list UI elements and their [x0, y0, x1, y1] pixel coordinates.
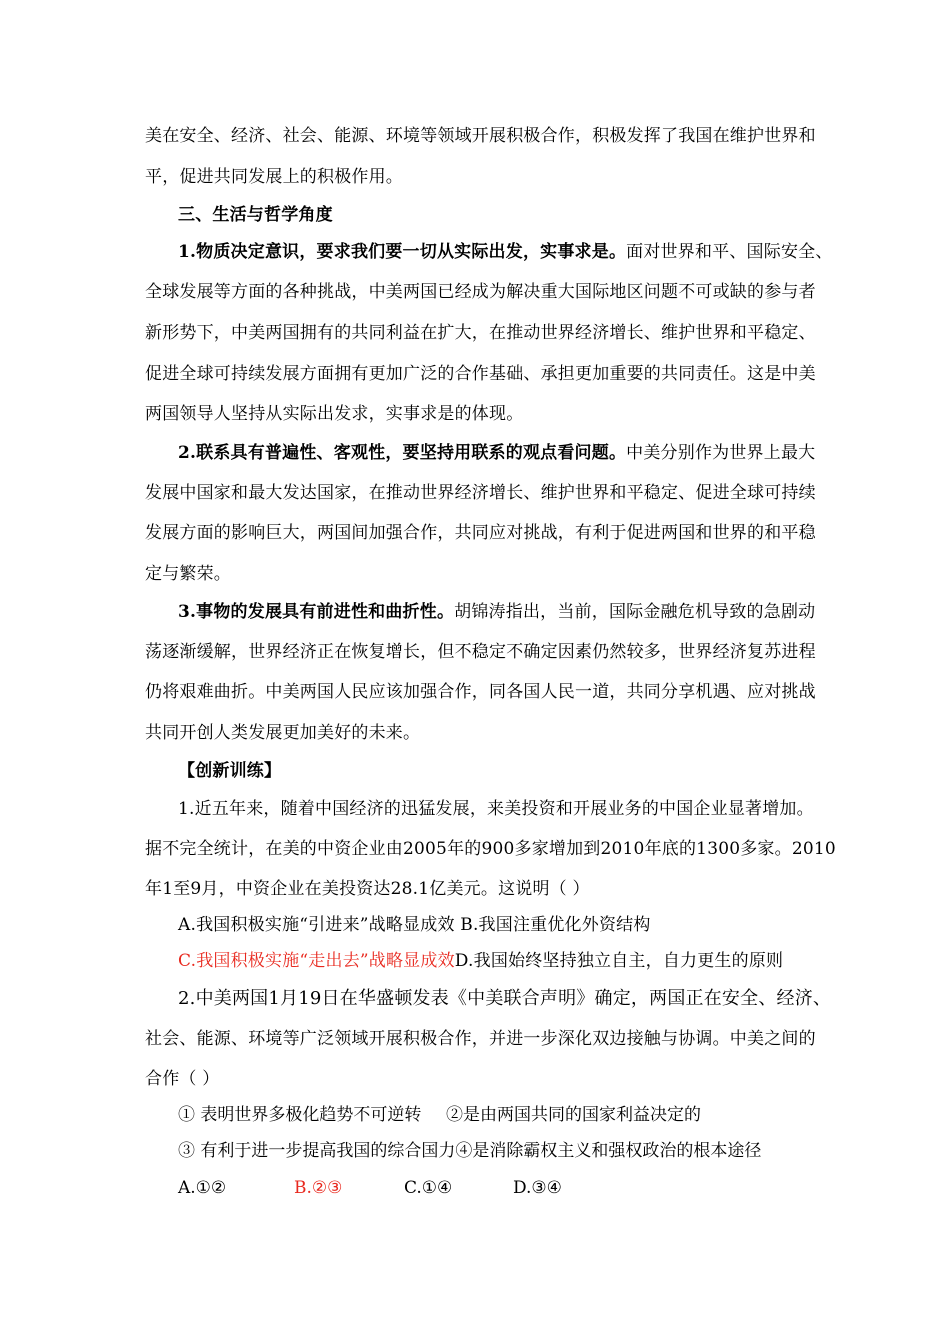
point-2-first-line: [178, 441, 815, 465]
point-3-line-4: 共同开创人类发展更加美好的未来。: [145, 723, 421, 743]
point-2-text: 中美分别作为世界上最大: [626, 443, 816, 463]
question-1-line-3: 年1至9月，中资企业在美投资达28.1亿美元。这说明（ ）: [145, 879, 590, 899]
point-3-text: 胡锦涛指出，当前，国际金融危机导致的急剧动: [454, 602, 816, 622]
point-1-line-3: 新形势下，中美两国拥有的共同利益在扩大，在推动世界经济增长、维护世界和平稳定、: [145, 323, 816, 343]
question-2-statement-2: ②是由两国共同的国家利益决定的: [446, 1105, 701, 1125]
point-1-line-5: 两国领导人坚持从实际出发求，实事求是的体现。: [145, 404, 524, 424]
question-1-line-2: 据不完全统计，在美的中资企业由2005年的900多家增加到2010年底的1300多家。2010: [145, 839, 836, 859]
point-1-line-4: 促进全球可持续发展方面拥有更加广泛的合作基础、承担更加重要的共同责任。这是中美: [145, 364, 816, 384]
question-1-options-ab: A.我国积极实施“引进来”战略显成效 B.我国注重优化外资结构: [178, 915, 651, 935]
question-1-answer-c: C.我国积极实施“走出去”战略显成效: [178, 951, 455, 971]
question-1-line-1: 1.近五年来，随着中国经济的迅猛发展，来美投资和开展业务的中国企业显著增加。: [178, 799, 814, 819]
question-2-line-2: 社会、能源、环境等广泛领域开展积极合作，并进一步深化双边接触与协调。中美之间的: [145, 1029, 816, 1049]
intro-line-2: 平，促进共同发展上的积极作用。: [145, 167, 403, 187]
question-2-statement-1: ① 表明世界多极化趋势不可逆转: [178, 1105, 422, 1125]
point-2-line-4: 定与繁荣。: [145, 564, 231, 584]
point-2-line-2: 发展中国家和最大发达国家，在推动世界经济增长、维护世界和平稳定、促进全球可持续: [145, 483, 816, 503]
point-2-line-3: 发展方面的影响巨大，两国间加强合作，共同应对挑战，有利于促进两国和世界的和平稳: [145, 523, 816, 543]
point-1-text: 面对世界和平、国际安全、: [626, 242, 833, 262]
point-3-title: 3.事物的发展具有前进性和曲折性。: [178, 602, 455, 622]
question-1-option-d: D.我国始终坚持独立自主，自力更生的原则: [454, 951, 784, 971]
point-3-line-2: 荡逐渐缓解，世界经济正在恢复增长，但不稳定不确定因素仍然较多，世界经济复苏进程: [145, 642, 816, 662]
question-2-line-3: 合作（ ）: [145, 1069, 220, 1089]
question-2-statements-3-4: ③ 有利于进一步提高我国的综合国力④是消除霸权主义和强权政治的根本途径: [178, 1141, 762, 1161]
question-2-line-1: 2.中美两国1月19日在华盛顿发表《中美联合声明》确定，两国正在安全、经济、: [178, 988, 832, 1009]
question-2-option-d: D.③④: [513, 1178, 562, 1198]
question-2-answer-b: B.②③: [294, 1178, 343, 1198]
point-1-line-2: 全球发展等方面的各种挑战，中美两国已经成为解决重大国际地区问题不可或缺的参与者: [145, 282, 816, 302]
point-1-first-line: [178, 240, 833, 264]
training-heading: 【创新训练】: [178, 761, 282, 781]
section-heading: 三、生活与哲学角度: [178, 205, 333, 225]
point-3-first-line: [178, 600, 815, 624]
point-3-line-3: 仍将艰难曲折。中美两国人民应该加强合作，同各国人民一道，共同分享机遇、应对挑战: [145, 682, 816, 702]
point-1-title: 1.物质决定意识，要求我们要一切从实际出发，实事求是。: [178, 242, 627, 262]
intro-line-1: 美在安全、经济、社会、能源、环境等领域开展积极合作，积极发挥了我国在维护世界和: [145, 126, 816, 146]
question-2-option-c: C.①④: [404, 1178, 453, 1198]
point-2-title: 2.联系具有普遍性、客观性，要坚持用联系的观点看问题。: [178, 443, 627, 463]
question-1-options-cd: [178, 949, 783, 973]
question-2-option-a: A.①②: [178, 1178, 227, 1198]
